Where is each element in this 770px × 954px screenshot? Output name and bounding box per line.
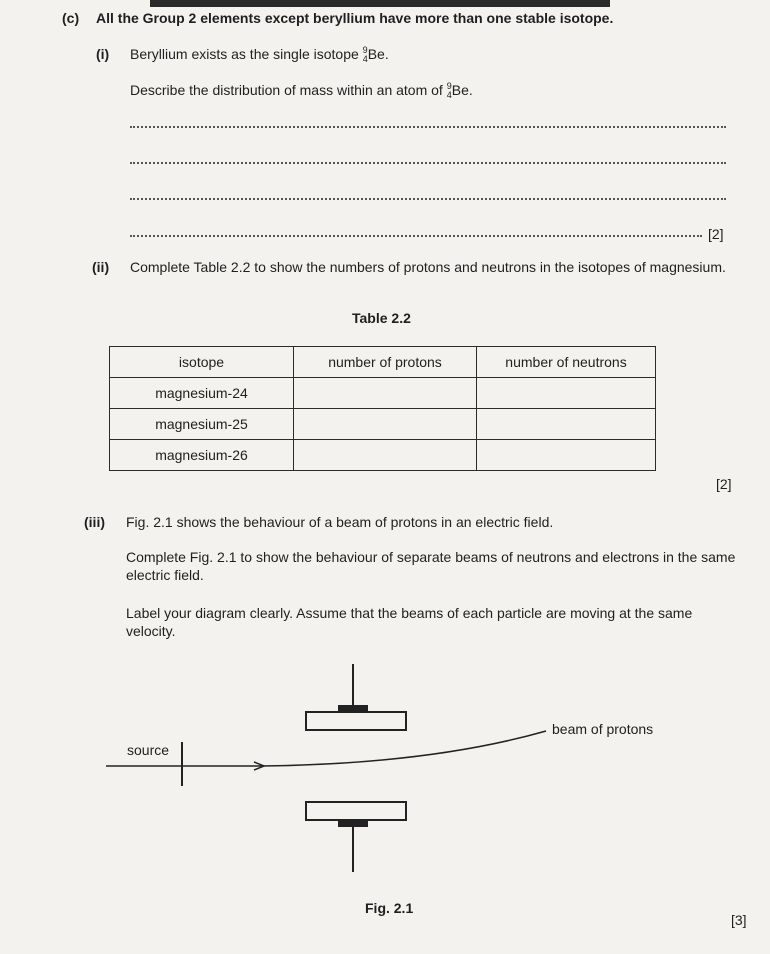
table-title: Table 2.2 — [352, 310, 411, 326]
table-header-row — [110, 347, 656, 378]
protons-cell[interactable] — [294, 378, 477, 409]
answer-line-2[interactable] — [130, 162, 726, 164]
q-iii-text2: Complete Fig. 2.1 to show the behaviour of separate beams of neutrons and electrons in the same electric field. — [126, 549, 736, 583]
iso-atomic-number: 4 — [362, 54, 368, 64]
row-isotope-name: magnesium-26 — [110, 440, 294, 471]
part-c-label: (c) — [62, 10, 80, 26]
header-neutrons: number of neutrons — [477, 347, 656, 378]
bottom-plate — [306, 802, 406, 820]
q-i-marks: [2] — [708, 226, 724, 242]
protons-cell[interactable] — [294, 440, 477, 471]
neutrons-cell[interactable] — [477, 378, 656, 409]
q-i-line1 — [130, 46, 389, 62]
row-isotope-name: magnesium-25 — [110, 409, 294, 440]
iso-mass-number-2: 9 — [446, 81, 452, 91]
q-ii-label: (ii) — [92, 259, 110, 275]
iso-symbol: Be. — [367, 46, 389, 62]
q-i-line1-text: Beryllium exists as the single isotope — [130, 46, 363, 62]
iso-symbol-2: Be. — [451, 82, 473, 98]
q-ii-marks: [2] — [716, 476, 732, 492]
answer-line-3[interactable] — [130, 198, 726, 200]
answer-line-1[interactable] — [130, 126, 726, 128]
top-plate — [306, 712, 406, 730]
q-i-line2-text: Describe the distribution of mass within an atom of — [130, 82, 447, 98]
q-i-label: (i) — [96, 46, 110, 62]
table-row — [110, 409, 656, 440]
top-edge-bar — [150, 0, 610, 7]
iso-atomic-number-2: 4 — [446, 90, 452, 100]
q-i-line2 — [130, 82, 473, 98]
q-iii-text3: Label your diagram clearly. Assume that the beams of each particle are moving at the same velocity. — [126, 605, 693, 639]
source-label: source — [127, 742, 170, 758]
proton-beam-path — [262, 731, 546, 766]
iso-mass-number: 9 — [362, 45, 368, 55]
q-ii-text: Complete Table 2.2 to show the numbers of protons and neutrons in the isotopes of magnesium. — [130, 259, 726, 275]
q-iii-marks: [3] — [731, 912, 747, 928]
proton-beam-label: beam of protons — [552, 721, 654, 737]
table-row — [110, 440, 656, 471]
q-iii-text1: Fig. 2.1 shows the behaviour of a beam of protons in an electric field. — [126, 514, 554, 530]
table-row — [110, 378, 656, 409]
isotope-table — [109, 346, 656, 471]
neutrons-cell[interactable] — [477, 440, 656, 471]
top-plate-connector — [338, 705, 368, 712]
header-isotope: isotope — [110, 347, 294, 378]
part-c-intro: All the Group 2 elements except beryllium have more than one stable isotope. — [96, 10, 614, 26]
figure-caption: Fig. 2.1 — [365, 900, 414, 916]
q-iii-label: (iii) — [84, 514, 105, 530]
neutrons-cell[interactable] — [477, 409, 656, 440]
header-protons: number of protons — [294, 347, 477, 378]
bottom-plate-connector — [338, 820, 368, 827]
protons-cell[interactable] — [294, 409, 477, 440]
answer-line-4[interactable] — [130, 235, 702, 237]
figure-2-1 — [0, 650, 770, 880]
row-isotope-name: magnesium-24 — [110, 378, 294, 409]
